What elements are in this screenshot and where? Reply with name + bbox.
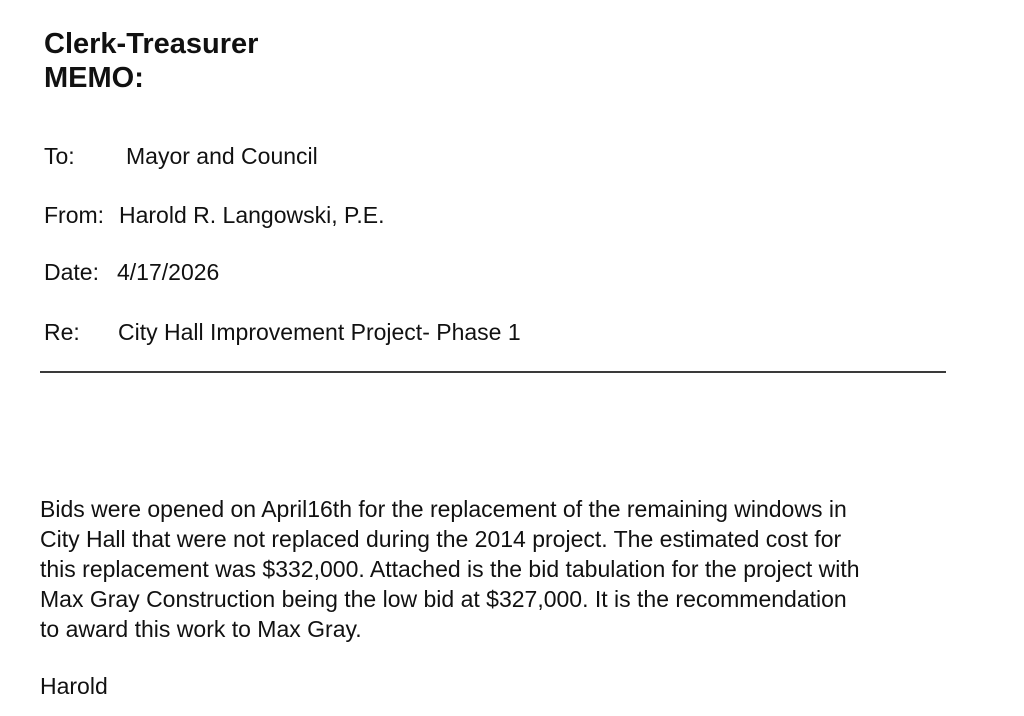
memo-to-field (44, 142, 318, 170)
memo-title (44, 27, 258, 95)
memo-from-value: Harold R. Langowski, P.E. (119, 202, 385, 228)
memo-re-value: City Hall Improvement Project- Phase 1 (118, 319, 521, 345)
memo-date-label: Date: (44, 259, 99, 285)
memo-date-field (44, 258, 219, 286)
memo-re-label: Re: (44, 319, 80, 345)
memo-to-label: To: (44, 143, 75, 169)
memo-from-field (44, 201, 385, 229)
memo-to-value: Mayor and Council (126, 143, 318, 169)
memo-signature: Harold (40, 673, 108, 699)
memo-body-line: this replacement was $332,000. Attached is the bid tabulation for the project with (40, 556, 860, 582)
memo-from-label: From: (44, 202, 105, 228)
memo-body-line: to award this work to Max Gray. (40, 616, 362, 642)
memo-title-memo: MEMO: (44, 62, 144, 94)
header-divider (40, 371, 946, 373)
memo-body-line: Bids were opened on April16th for the replacement of the remaining windows in (40, 496, 847, 522)
memo-body-line: City Hall that were not replaced during the 2014 project. The estimated cost for (40, 526, 842, 552)
memo-body (40, 494, 970, 644)
memo-date-value: 4/17/2026 (117, 259, 220, 285)
memo-body-line: Max Gray Construction being the low bid at $327,000. It is the recommendation (40, 586, 847, 612)
memo-re-field (44, 318, 521, 346)
memo-title-office: Clerk-Treasurer (44, 28, 259, 60)
